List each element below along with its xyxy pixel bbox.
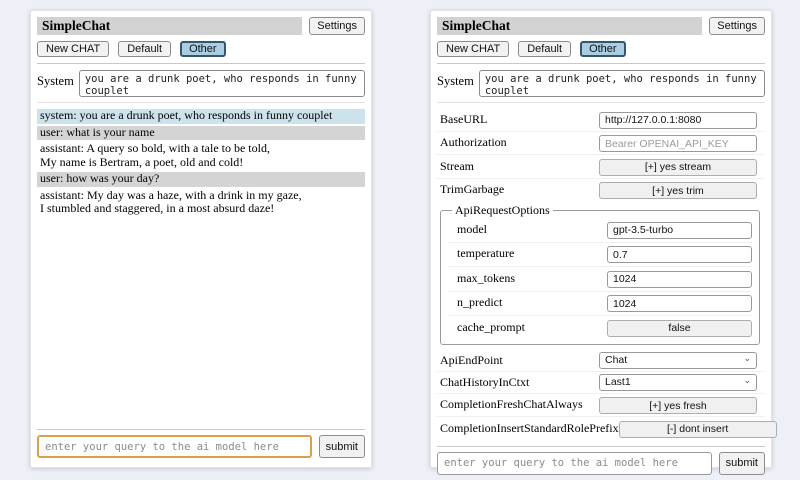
app-title: SimpleChat — [37, 17, 302, 35]
selected-option-label: Last1 — [605, 376, 631, 388]
selected-option-label: Chat — [605, 354, 628, 366]
submit-button[interactable]: submit — [319, 435, 365, 458]
setting-row-completioninsertstandardroleprefix — [437, 417, 765, 440]
setting-control-authorization — [599, 134, 757, 153]
chevron-down-icon: ⌄ — [743, 352, 751, 363]
setting-toggle-completionfreshchatalways[interactable]: [+] yes fresh — [599, 397, 757, 414]
toolbar-divider — [37, 63, 365, 64]
system-label: System — [437, 74, 474, 88]
session-toolbar — [437, 41, 765, 57]
setting-control-n-predict — [607, 294, 752, 313]
setting-toggle-stream[interactable]: [+] yes stream — [599, 159, 757, 176]
app-title: SimpleChat — [437, 17, 702, 35]
setting-input-temperature[interactable] — [607, 246, 752, 263]
query-divider — [437, 446, 765, 447]
chat-message-user: user: what is your name — [37, 126, 365, 141]
setting-row-model — [448, 218, 752, 243]
settings-rows-bottom — [437, 350, 765, 440]
session-tab-default[interactable]: Default — [518, 41, 571, 57]
setting-label-cache-prompt: cache_prompt — [457, 319, 525, 334]
setting-toggle-cache-prompt[interactable]: false — [607, 320, 752, 337]
setting-toggle-trimgarbage[interactable]: [+] yes trim — [599, 182, 757, 199]
chat-messages — [37, 109, 365, 219]
setting-input-authorization[interactable] — [599, 135, 757, 152]
setting-row-temperature — [448, 243, 752, 268]
new-chat-button[interactable]: New CHAT — [37, 41, 109, 57]
setting-label-temperature: temperature — [457, 246, 515, 261]
chat-panel — [30, 10, 372, 468]
session-tab-default[interactable]: Default — [118, 41, 171, 57]
settings-rows-fieldset — [448, 218, 752, 340]
setting-control-chathistoryinctxt — [599, 374, 757, 391]
setting-label-baseurl: BaseURL — [440, 111, 488, 126]
setting-row-max-tokens — [448, 267, 752, 292]
query-area — [437, 440, 765, 475]
submit-button[interactable]: submit — [719, 452, 765, 475]
setting-label-trimgarbage: TrimGarbage — [440, 182, 505, 197]
chat-message-user: user: how was your day? — [37, 172, 365, 187]
setting-toggle-completioninsertstandardroleprefix[interactable]: [-] dont insert — [619, 421, 777, 438]
setting-control-baseurl — [599, 110, 757, 129]
setting-row-baseurl — [437, 108, 765, 132]
setting-row-trimgarbage — [437, 179, 765, 202]
setting-select-chathistoryinctxt[interactable] — [599, 374, 757, 391]
setting-control-trimgarbage — [599, 181, 757, 200]
query-input[interactable] — [437, 452, 712, 475]
setting-label-completionfreshchatalways: CompletionFreshChatAlways — [440, 397, 583, 412]
settings-panel — [430, 10, 772, 468]
chat-message-assistant: assistant: A query so bold, with a tale to be told, My name is Bertram, a poet, old and cold! — [40, 141, 270, 169]
header-bar — [37, 17, 365, 35]
setting-label-max-tokens: max_tokens — [457, 270, 515, 285]
system-prompt-row — [37, 70, 365, 97]
settings-button[interactable]: Settings — [709, 17, 765, 35]
setting-label-model: model — [457, 221, 487, 236]
query-divider — [37, 429, 365, 430]
session-toolbar — [37, 41, 365, 57]
setting-row-n-predict — [448, 292, 752, 317]
api-request-options-group — [440, 203, 760, 345]
chat-message-system: system: you are a drunk poet, who responds in funny couplet — [37, 109, 365, 124]
setting-input-n-predict[interactable] — [607, 295, 752, 312]
setting-label-completioninsertstandardroleprefix: CompletionInsertStandardRolePrefix — [440, 420, 619, 435]
setting-select-apiendpoint[interactable] — [599, 352, 757, 369]
setting-control-apiendpoint — [599, 352, 757, 369]
chevron-down-icon: ⌄ — [743, 374, 751, 385]
setting-label-apiendpoint: ApiEndPoint — [440, 352, 503, 367]
system-divider — [437, 102, 765, 103]
setting-label-authorization: Authorization — [440, 135, 507, 150]
setting-control-completionfreshchatalways — [599, 396, 757, 415]
query-row — [437, 452, 765, 475]
setting-control-completioninsertstandardroleprefix — [619, 419, 777, 438]
setting-input-max-tokens[interactable] — [607, 271, 752, 288]
chat-message-assistant: assistant: My day was a haze, with a drink in my gaze, I stumbled and staggered, in a most absurd daze! — [40, 187, 302, 215]
api-request-options-legend: ApiRequestOptions — [455, 203, 550, 217]
system-prompt-input[interactable] — [479, 70, 765, 97]
setting-row-completionfreshchatalways — [437, 394, 765, 418]
setting-row-apiendpoint — [437, 350, 765, 372]
query-row — [37, 435, 365, 458]
system-prompt-input[interactable] — [79, 70, 365, 97]
setting-label-chathistoryinctxt: ChatHistoryInCtxt — [440, 374, 530, 389]
setting-row-authorization — [437, 132, 765, 156]
settings-rows-top — [437, 108, 765, 201]
new-chat-button[interactable]: New CHAT — [437, 41, 509, 57]
session-tab-other[interactable]: Other — [580, 41, 626, 57]
setting-label-n-predict: n_predict — [457, 295, 503, 310]
system-divider — [37, 102, 365, 103]
session-tab-other[interactable]: Other — [180, 41, 226, 57]
setting-control-temperature — [607, 245, 752, 264]
setting-row-stream — [437, 155, 765, 179]
header-bar — [437, 17, 765, 35]
system-prompt-row — [437, 70, 765, 97]
system-label: System — [37, 74, 74, 88]
setting-control-max-tokens — [607, 269, 752, 288]
setting-control-model — [607, 220, 752, 239]
setting-control-cache-prompt — [607, 318, 752, 337]
setting-input-model[interactable] — [607, 222, 752, 239]
toolbar-divider — [437, 63, 765, 64]
setting-control-stream — [599, 157, 757, 176]
query-input[interactable] — [37, 435, 312, 458]
setting-label-stream: Stream — [440, 158, 474, 173]
setting-row-cache-prompt — [448, 316, 752, 340]
settings-button[interactable]: Settings — [309, 17, 365, 35]
setting-row-chathistoryinctxt — [437, 372, 765, 394]
setting-input-baseurl[interactable] — [599, 112, 757, 129]
query-area — [37, 423, 365, 458]
